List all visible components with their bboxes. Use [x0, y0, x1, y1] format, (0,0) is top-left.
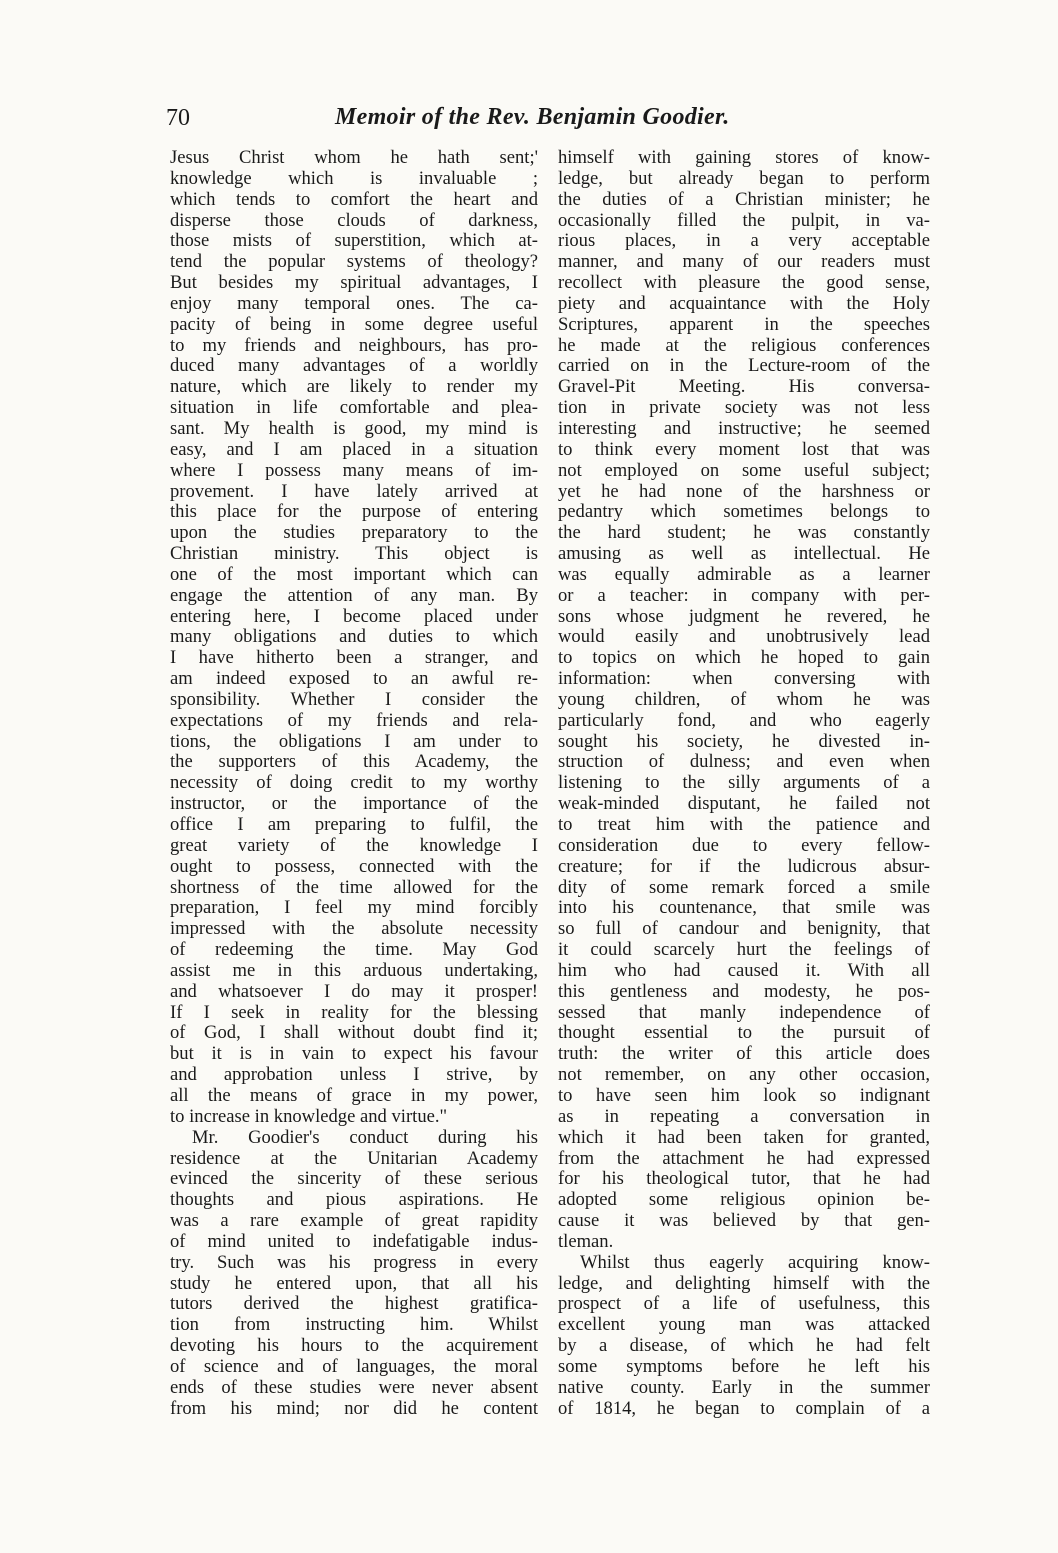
- text-line: tutors derived the highest gratifica-: [170, 1293, 538, 1315]
- text-line: struction of dulness; and even when: [558, 751, 930, 773]
- text-line: listening to the silly arguments of a: [558, 772, 930, 794]
- text-line: assist me in this arduous undertaking,: [170, 959, 538, 981]
- text-line: recollect with pleasure the good sense,: [558, 272, 930, 294]
- text-line: thought essential to the pursuit of: [558, 1022, 930, 1044]
- text-line: all the means of grace in my power,: [170, 1084, 538, 1106]
- text-line: try. Such was his progress in every: [170, 1251, 538, 1273]
- text-line: particularly fond, and who eagerly: [558, 709, 930, 731]
- text-line: provement. I have lately arrived at: [170, 480, 538, 502]
- text-line: dity of some remark forced a smile: [558, 876, 930, 898]
- text-line: Mr. Goodier's conduct during his: [192, 1126, 538, 1148]
- text-line: interesting and instructive; he seemed: [558, 417, 930, 439]
- text-line: of 1814, he began to complain of a: [558, 1397, 930, 1419]
- text-line: or a teacher: in company with per-: [558, 584, 930, 606]
- text-line: evinced the sincerity of these serious: [170, 1168, 538, 1190]
- text-line: creature; for if the ludicrous absur-: [558, 855, 930, 877]
- text-line: disperse those clouds of darkness,: [170, 209, 538, 231]
- text-line: the hard student; he was constantly: [558, 522, 930, 544]
- text-line: But besides my spiritual advantages, I: [170, 272, 538, 294]
- text-line: of science and of languages, the moral: [170, 1355, 538, 1377]
- text-line: nature, which are likely to render my: [170, 376, 538, 398]
- text-line: adopted some religious opinion be-: [558, 1189, 930, 1211]
- text-line: tion in private society was not less: [558, 397, 930, 419]
- text-line: expectations of my friends and rela-: [170, 709, 538, 731]
- right-column: [558, 148, 930, 1419]
- text-line: easy, and I am placed in a situation: [170, 438, 538, 460]
- text-line: to my friends and neighbours, has pro-: [170, 334, 538, 356]
- text-line: shortness of the time allowed for the: [170, 876, 538, 898]
- text-line: thoughts and pious aspirations. He: [170, 1189, 538, 1211]
- text-line: piety and acquaintance with the Holy: [558, 292, 930, 314]
- text-line: which tends to comfort the heart and: [170, 188, 538, 210]
- text-line: prospect of a life of usefulness, this: [558, 1293, 930, 1315]
- text-line: enjoy many temporal ones. The ca-: [170, 292, 538, 314]
- text-line: from his mind; nor did he content: [170, 1397, 538, 1419]
- text-line: which it had been taken for granted,: [558, 1126, 930, 1148]
- text-line: knowledge which is invaluable ;: [170, 167, 538, 189]
- text-line: ledge, but already began to perform: [558, 167, 930, 189]
- text-line: this place for the purpose of entering: [170, 501, 538, 523]
- text-line: sons whose judgment he revered, he: [558, 605, 930, 627]
- text-line: necessity of doing credit to my worthy: [170, 772, 538, 794]
- text-line: pedantry which sometimes belongs to: [558, 501, 930, 523]
- text-line: one of the most important which can: [170, 563, 538, 585]
- text-line: manner, and many of our readers must: [558, 251, 930, 273]
- text-line: carried on in the Lecture-room of the: [558, 355, 930, 377]
- text-line: of mind united to indefatigable indus-: [170, 1230, 538, 1252]
- text-line: consideration due to every fellow-: [558, 834, 930, 856]
- text-line: information: when conversing with: [558, 668, 930, 690]
- text-line: amusing as well as intellectual. He: [558, 543, 930, 565]
- text-line: cause it was believed by that gen-: [558, 1210, 930, 1232]
- text-line: instructor, or the importance of the: [170, 793, 538, 815]
- text-line: from the attachment he had expressed: [558, 1147, 930, 1169]
- text-line: study he entered upon, that all his: [170, 1272, 538, 1294]
- text-line: rious places, in a very acceptable: [558, 230, 930, 252]
- text-line: to have seen him look so indignant: [558, 1084, 930, 1106]
- text-line: as in repeating a conversation in: [558, 1105, 930, 1127]
- text-line: Gravel-Pit Meeting. His conversa-: [558, 376, 930, 398]
- text-line: If I seek in reality for the blessing: [170, 1001, 538, 1023]
- text-line: truth: the writer of this article does: [558, 1043, 930, 1065]
- text-line: would easily and unobtrusively lead: [558, 626, 930, 648]
- text-line: tion from instructing him. Whilst: [170, 1314, 538, 1336]
- text-line: this gentleness and modesty, he pos-: [558, 980, 930, 1002]
- text-line: for his theological tutor, that he had: [558, 1168, 930, 1190]
- text-line: where I possess many means of im-: [170, 459, 538, 481]
- text-line: Scriptures, apparent in the speeches: [558, 313, 930, 335]
- text-line: office I am preparing to fulfil, the: [170, 814, 538, 835]
- text-line: by a disease, of which he had felt: [558, 1335, 930, 1357]
- text-line: ought to possess, connected with the: [170, 855, 538, 877]
- text-line: I have hitherto been a stranger, and: [170, 647, 538, 669]
- text-line: sant. My health is good, my mind is: [170, 417, 538, 439]
- text-line: to increase in knowledge and virtue.": [170, 1105, 448, 1127]
- text-line: devoting his hours to the acquirement: [170, 1335, 538, 1357]
- text-line: Jesus Christ whom he hath sent;': [170, 147, 538, 168]
- text-line: upon the studies preparatory to the: [170, 522, 538, 544]
- text-line: it could scarcely hurt the feelings of: [558, 939, 930, 961]
- text-line: he made at the religious conferences: [558, 334, 930, 356]
- text-line: ends of these studies were never absent: [170, 1376, 538, 1398]
- text-line: was equally admirable as a learner: [558, 563, 930, 585]
- text-line: but it is in vain to expect his favour: [170, 1043, 538, 1065]
- text-line: to topics on which he hoped to gain: [558, 647, 930, 669]
- text-line: great variety of the knowledge I: [170, 834, 538, 856]
- text-line: impressed with the absolute necessity: [170, 918, 538, 940]
- text-line: sessed that manly independence of: [558, 1001, 930, 1023]
- text-line: some symptoms before he left his: [558, 1355, 930, 1377]
- text-line: occasionally filled the pulpit, in va-: [558, 209, 930, 231]
- text-line: entering here, I become placed under: [170, 605, 538, 627]
- text-line: ledge, and delighting himself with the: [558, 1272, 930, 1294]
- text-line: native county. Early in the summer: [558, 1376, 930, 1398]
- text-line: himself with gaining stores of know-: [558, 147, 930, 168]
- text-line: him who had caused it. With all: [558, 959, 930, 981]
- text-line: not employed on some useful subject;: [558, 459, 930, 481]
- left-column: [170, 148, 538, 1419]
- text-line: tend the popular systems of theology?: [170, 251, 538, 273]
- text-line: into his countenance, that smile was: [558, 897, 930, 919]
- text-line: tleman.: [558, 1230, 614, 1252]
- text-line: of redeeming the time. May God: [170, 939, 538, 961]
- text-line: the supporters of this Academy, the: [170, 751, 538, 773]
- page-number: 70: [166, 105, 190, 131]
- text-line: Christian ministry. This object is: [170, 543, 538, 565]
- text-line: tions, the obligations I am under to: [170, 730, 538, 752]
- text-line: and whatsoever I do may it prosper!: [170, 980, 538, 1002]
- text-line: of God, I shall without doubt find it;: [170, 1022, 538, 1044]
- text-line: many obligations and duties to which: [170, 626, 538, 648]
- text-line: preparation, I feel my mind forcibly: [170, 897, 538, 919]
- text-line: to treat him with the patience and: [558, 814, 930, 835]
- running-title: Memoir of the Rev. Benjamin Goodier.: [335, 104, 730, 130]
- text-line: am indeed exposed to an awful re-: [170, 668, 538, 690]
- text-line: so full of candour and benignity, that: [558, 918, 930, 940]
- text-line: not remember, on any other occasion,: [558, 1064, 930, 1086]
- text-line: yet he had none of the harshness or: [558, 480, 930, 502]
- text-line: and approbation unless I strive, by: [170, 1064, 538, 1086]
- text-line: pacity of being in some degree useful: [170, 313, 538, 335]
- text-line: Whilst thus eagerly acquiring know-: [580, 1251, 930, 1273]
- text-line: sponsibility. Whether I consider the: [170, 688, 538, 710]
- text-line: engage the attention of any man. By: [170, 584, 538, 606]
- text-line: situation in life comfortable and plea-: [170, 397, 538, 419]
- text-line: duced many advantages of a worldly: [170, 355, 538, 377]
- text-line: young children, of whom he was: [558, 688, 930, 710]
- text-line: to think every moment lost that was: [558, 438, 930, 460]
- text-line: excellent young man was attacked: [558, 1314, 930, 1336]
- text-line: was a rare example of great rapidity: [170, 1210, 538, 1232]
- text-line: weak-minded disputant, he failed not: [558, 793, 930, 815]
- text-line: residence at the Unitarian Academy: [170, 1147, 538, 1169]
- text-line: sought his society, he divested in-: [558, 730, 930, 752]
- text-line: those mists of superstition, which at-: [170, 230, 538, 252]
- text-line: the duties of a Christian minister; he: [558, 188, 930, 210]
